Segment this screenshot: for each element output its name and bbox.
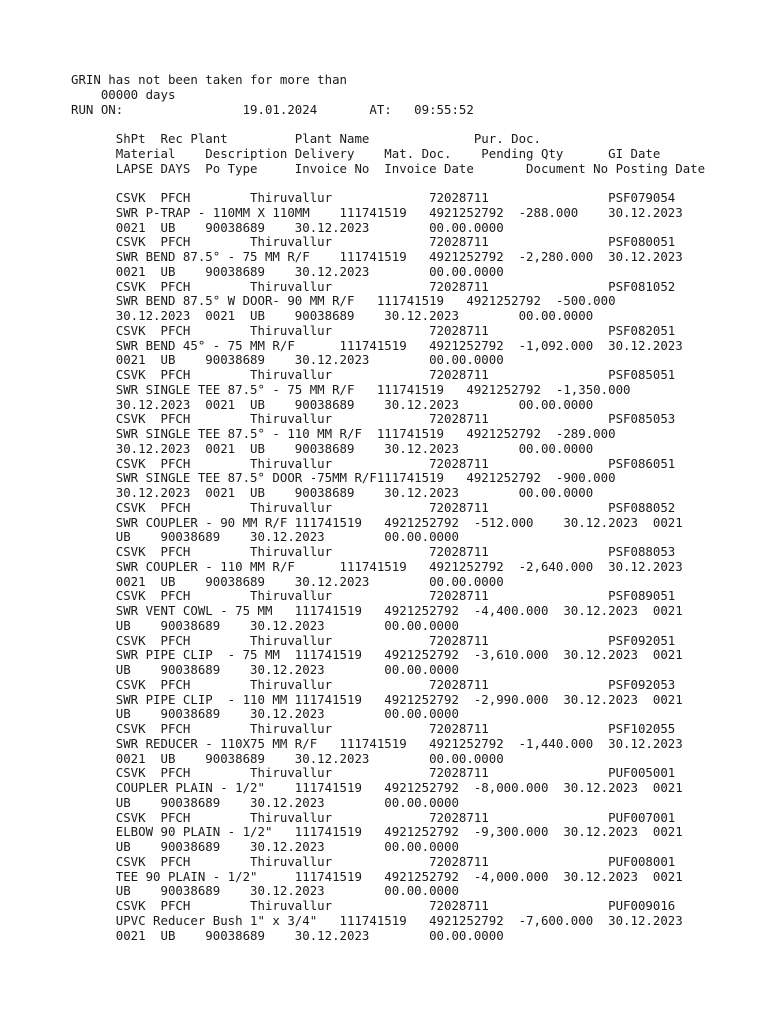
- report-line: SWR P-TRAP - 110MM X 110MM 111741519 4921252792 -288.000 30.12.2023: [71, 204, 683, 220]
- report-line: UB 90038689 30.12.2023 00.00.0000: [71, 839, 459, 854]
- report-line: 0021 UB 90038689 30.12.2023 00.00.0000: [71, 352, 504, 368]
- report-line: 00000 days: [71, 86, 176, 102]
- report-line: ShPt Rec Plant Plant Name Pur. Doc.: [71, 131, 541, 146]
- report-line: 30.12.2023 0021 UB 90038689 30.12.2023 00.00.0000: [71, 485, 594, 500]
- report-text: [71, 73, 705, 943]
- report-line: CSVK PFCH Thiruvallur 72028711 PSF081052: [71, 278, 676, 294]
- report-line: CSVK PFCH Thiruvallur 72028711 PSF088053: [71, 544, 676, 559]
- report-line: UPVC Reducer Bush 1" x 3/4" 111741519 4921252792 -7,600.000 30.12.2023: [71, 912, 683, 928]
- report-line: [71, 176, 705, 191]
- report-line: 0021 UB 90038689 30.12.2023 00.00.0000: [71, 219, 504, 235]
- report-line: 30.12.2023 0021 UB 90038689 30.12.2023 00.00.0000: [71, 440, 594, 456]
- report-line: CSVK PFCH Thiruvallur 72028711 PSF085051: [71, 367, 676, 382]
- report-line: CSVK PFCH Thiruvallur 72028711 PUF005001: [71, 765, 676, 781]
- report-line: SWR REDUCER - 110X75 MM R/F 111741519 4921252792 -1,440.000 30.12.2023: [71, 735, 683, 751]
- report-line: CSVK PFCH Thiruvallur 72028711 PSF092053: [71, 676, 676, 692]
- report-line: UB 90038689 30.12.2023 00.00.0000: [71, 794, 459, 810]
- report-line: ELBOW 90 PLAIN - 1/2" 111741519 4921252792 -9,300.000 30.12.2023 0021: [71, 824, 683, 840]
- report-line: GRIN has not been taken for more than: [71, 72, 348, 87]
- report-line: CSVK PFCH Thiruvallur 72028711 PSF082051: [71, 322, 676, 338]
- report-line: SWR COUPLER - 90 MM R/F 111741519 4921252792 -512.000 30.12.2023 0021: [71, 514, 683, 530]
- report-line: 30.12.2023 0021 UB 90038689 30.12.2023 00.00.0000: [71, 396, 594, 412]
- report-line: SWR BEND 45° - 75 MM R/F 111741519 4921252792 -1,092.000 30.12.2023: [71, 337, 683, 353]
- report-line: UB 90038689 30.12.2023 00.00.0000: [71, 529, 459, 545]
- report-line: SWR PIPE CLIP - 110 MM 111741519 4921252792 -2,990.000 30.12.2023 0021: [71, 691, 683, 707]
- report-line: UB 90038689 30.12.2023 00.00.0000: [71, 883, 459, 899]
- report-line: SWR SINGLE TEE 87.5° - 75 MM R/F 111741519 4921252792 -1,350.000: [71, 381, 631, 397]
- report-line: 30.12.2023 0021 UB 90038689 30.12.2023 00.00.0000: [71, 308, 594, 323]
- report-line: SWR BEND 87.5° W DOOR- 90 MM R/F 111741519 4921252792 -500.000: [71, 293, 616, 309]
- report-line: 0021 UB 90038689 30.12.2023 00.00.0000: [71, 263, 504, 279]
- report-line: UB 90038689 30.12.2023 00.00.0000: [71, 617, 459, 633]
- report-line: CSVK PFCH Thiruvallur 72028711 PUF008001: [71, 853, 676, 869]
- report-line: Material Description Delivery Mat. Doc. Pending Qty GI Date: [71, 145, 661, 161]
- report-line: SWR COUPLER - 110 MM R/F 111741519 4921252792 -2,640.000 30.12.2023: [71, 558, 683, 574]
- report-line: UB 90038689 30.12.2023 00.00.0000: [71, 706, 459, 722]
- report-line: LAPSE DAYS Po Type Invoice No Invoice Date Document No Posting Date: [71, 160, 706, 176]
- report-line: SWR VENT COWL - 75 MM 111741519 4921252792 -4,400.000 30.12.2023 0021: [71, 603, 683, 618]
- report-line: TEE 90 PLAIN - 1/2" 111741519 4921252792 -4,000.000 30.12.2023 0021: [71, 868, 683, 884]
- report-line: SWR BEND 87.5° - 75 MM R/F 111741519 4921252792 -2,280.000 30.12.2023: [71, 249, 683, 264]
- report-line: CSVK PFCH Thiruvallur 72028711 PSF089051: [71, 588, 676, 604]
- report-line: CSVK PFCH Thiruvallur 72028711 PSF092051: [71, 632, 676, 648]
- report-line: CSVK PFCH Thiruvallur 72028711 PSF086051: [71, 455, 676, 471]
- report-line: 0021 UB 90038689 30.12.2023 00.00.0000: [71, 927, 504, 943]
- report-line: COUPLER PLAIN - 1/2" 111741519 4921252792 -8,000.000 30.12.2023 0021: [71, 780, 683, 795]
- report-line: SWR SINGLE TEE 87.5° - 110 MM R/F 111741519 4921252792 -289.000: [71, 426, 616, 441]
- report-line: CSVK PFCH Thiruvallur 72028711 PUF007001: [71, 809, 676, 825]
- report-line: UB 90038689 30.12.2023 00.00.0000: [71, 662, 459, 677]
- report-line: CSVK PFCH Thiruvallur 72028711 PSF080051: [71, 234, 676, 250]
- report-line: [71, 117, 705, 132]
- report-line: CSVK PFCH Thiruvallur 72028711 PSF079054: [71, 190, 676, 205]
- report-line: CSVK PFCH Thiruvallur 72028711 PSF102055: [71, 721, 676, 736]
- report-line: CSVK PFCH Thiruvallur 72028711 PSF088052: [71, 499, 676, 515]
- report-line: 0021 UB 90038689 30.12.2023 00.00.0000: [71, 573, 504, 589]
- report-line: RUN ON: 19.01.2024 AT: 09:55:52: [71, 101, 474, 117]
- report-line: SWR PIPE CLIP - 75 MM 111741519 4921252792 -3,610.000 30.12.2023 0021: [71, 647, 683, 663]
- report-line: CSVK PFCH Thiruvallur 72028711 PSF085053: [71, 411, 676, 427]
- report-line: SWR SINGLE TEE 87.5° DOOR -75MM R/F111741519 4921252792 -900.000: [71, 470, 616, 486]
- report-line: CSVK PFCH Thiruvallur 72028711 PUF009016: [71, 898, 676, 913]
- report-line: 0021 UB 90038689 30.12.2023 00.00.0000: [71, 750, 504, 766]
